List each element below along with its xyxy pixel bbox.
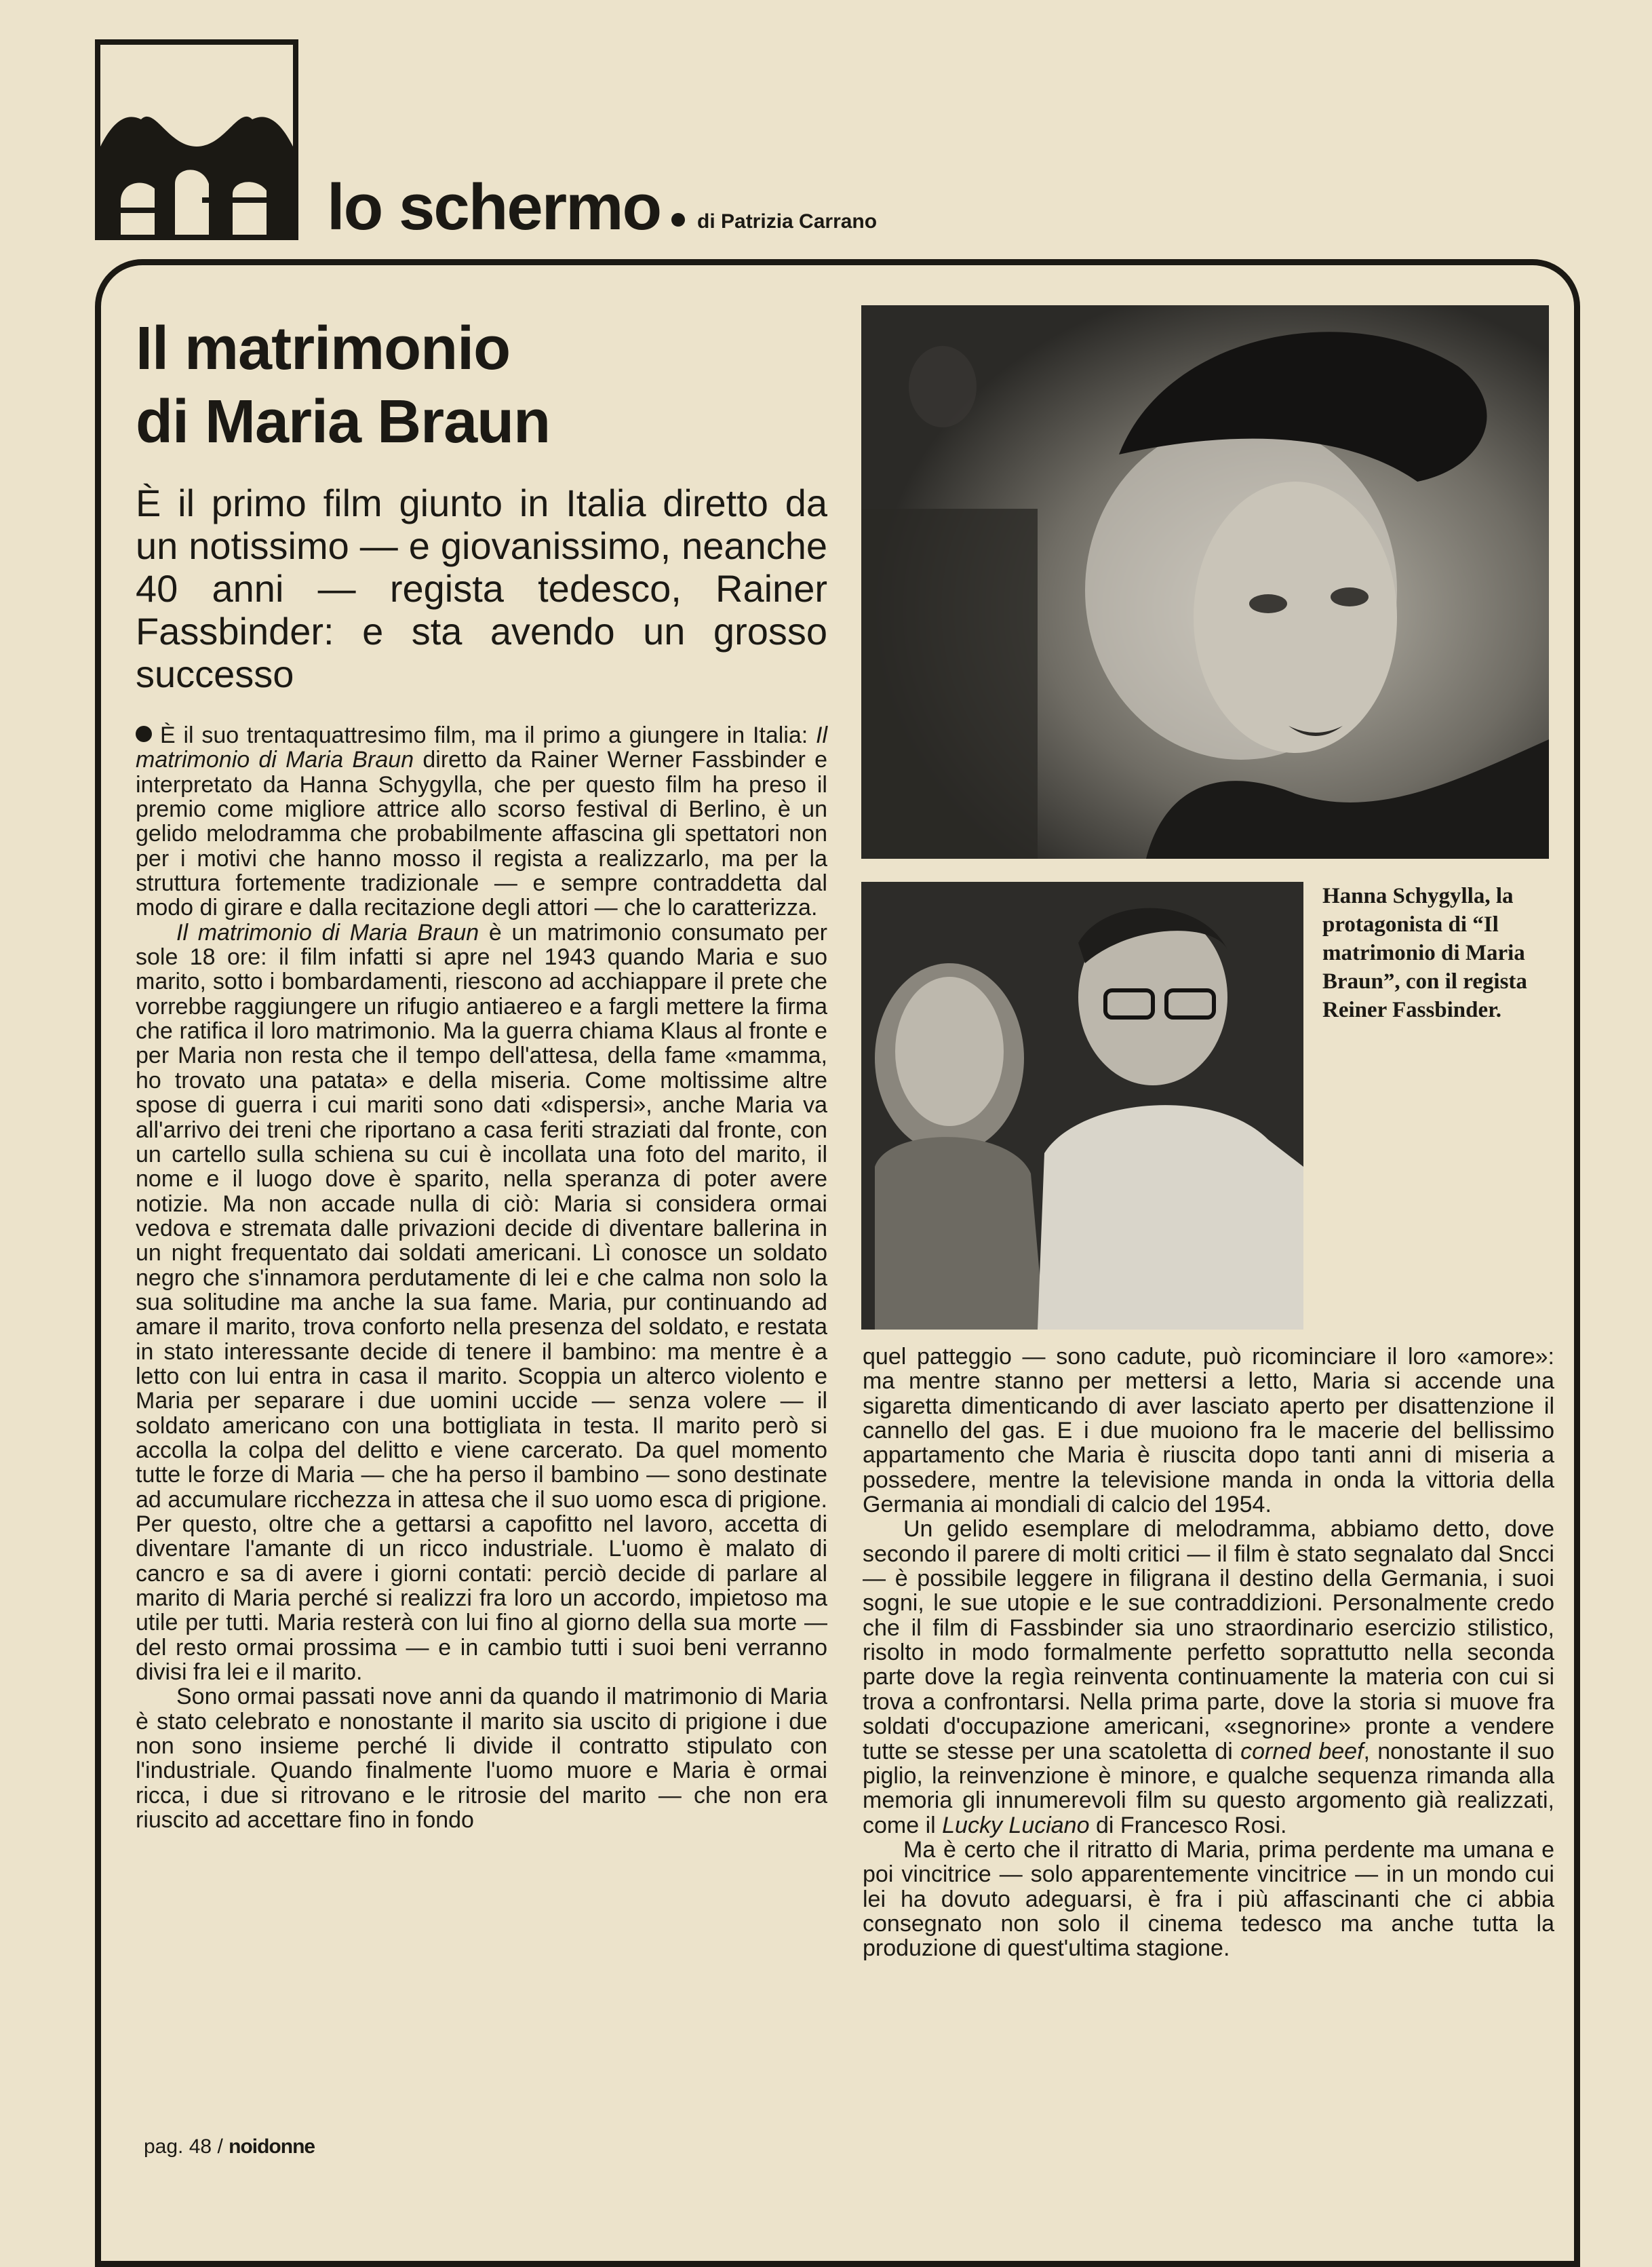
page-number: pag. 48	[144, 2135, 212, 2158]
section-logo	[95, 39, 298, 240]
paragraph: Sono ormai passati nove anni da quando il matrimonio di Maria è stato celebrato e nonostante il marito sia uscito di prigione i due non sono insieme perché li divide il contratto stipulato con l'industriale. Quando finalmente l'uomo muore e Maria è ormai ricca, i due si ritrovano e le ritrosie del marito — che non era riuscito ad accettare fino in fondo	[136, 1684, 827, 1834]
paragraph: Un gelido esemplare di melodramma, abbiamo detto, dove secondo il parere di molti critici — il film è stato segnalato dal Sncci — è possibile leggere in filigrana il destino della Germania, i suoi sogni, le sue utopie e le sue contraddizioni. Personalmente credo che il film di Fassbinder sia uno straordinario esercizio stilistico, risolto in modo formalmente perfetto soprattutto nella seconda parte dove la regìa reinventa continuamente la materia con cui si trova a confrontarsi. Nella prima parte, dove la storia si muove fra soldati d'occupazione americani, «segnorine» pronte a vendere tutte se stesse per una scatoletta di corned beef, nonostante il suo piglio, la reinvenzione è minore, e qualche sequenza rimanda alla memoria gli innumerevoli film su questo argomento già realizzati, come il Lucky Luciano di Francesco Rosi.	[863, 1516, 1554, 1838]
body-column-right	[863, 1344, 1554, 1961]
scene-photo-icon	[861, 882, 1303, 1330]
bullet-icon	[671, 213, 685, 227]
byline	[671, 212, 877, 232]
magazine-name: noidonne	[229, 2135, 315, 2158]
film-reel-logo-icon	[100, 45, 293, 235]
body-column-left	[136, 723, 827, 1832]
photo-caption: Hanna Schygylla, la protagonista di “Il matrimonio di Maria Braun”, con il regista Reiner Fassbinder.	[1322, 884, 1527, 1022]
headline-line: di Maria Braun	[136, 388, 551, 456]
section-title: lo schermo	[327, 171, 661, 244]
photo-hanna-schygylla	[861, 305, 1549, 859]
headline-line: Il matrimonio	[136, 315, 511, 383]
photo-fassbinder	[861, 882, 1303, 1330]
footer-separator: /	[217, 2135, 223, 2158]
page-footer	[144, 2137, 315, 2157]
paragraph: Ma è certo che il ritratto di Maria, prima perdente ma umana e poi vincitrice — solo apparentemente vincitrice — in un mondo cui lei ha dovuto adeguarsi, è fra i più affascinanti che ci abbia consegnato non solo il cinema tedesco ma anche tutta la produzione di quest'ultima stagione.	[863, 1836, 1554, 1962]
paragraph: Il matrimonio di Maria Braun è un matrimonio consumato per sole 18 ore: il film infatti si apre nel 1943 quando Maria e suo marito, sotto i bombardamenti, riescono ad acchiappare il prete che vorrebbe raggiungere un rifugio antiaereo e a fargli mettere la firma che ratifica il loro matrimonio. Ma la guerra chiama Klaus al fronte e per Maria non resta che il tempo dell'attesa, della fame «mamma, ho trovato una patata» e della miseria. Come moltissime altre spose di guerra i cui mariti sono dati «dispersi», anche Maria va all'arrivo dei treni che riportano a casa feriti straziati dal fronte, con un cartello sulla schiena su cui è incollata una foto del marito, il nome e il luogo dove è sparito, nella speranza di poter avere notizie. Ma non accade nulla di ciò: Maria si considera ormai vedova e stremata dalle privazioni decide di diventare ballerina in un night frequentato dai soldati americani. Lì conosce un soldato negro che s'innamora perdutamente di lei e che calma non solo la sua solitudine ma anche la sua fame. Maria, pur continuando ad amare il marito, trova conforto nella presenza del soldato, e restata in stato interessante decide di tenere il bambino: ma mentre è a letto con lui entra in casa il marito. Scoppia un alterco violento e Maria per separare i due uomini uccide — senza volere — il soldato americano con una bottigliata in testa. Il marito però si accolla la colpa del delitto e viene carcerato. Da quel momento tutte le forze di Maria — che ha perso il bambino — sono destinate ad accumulare ricchezza in attesa che il suo uomo esca di prigione. Per questo, oltre che a gettarsi a capofitto nel lavoro, accetta di diventare l'amante di un ricco industriale. L'uomo è malato di cancro e sa di avere i giorni contati: perciò decide di parlare al marito di Maria perché si realizzi fra loro un accordo, impietoso ma utile per tutti. Maria resterà con lui fino al giorno della sua morte — del resto ormai prossima — e in cambio tutti i suoi beni verranno divisi fra lei e il marito.	[136, 919, 828, 1686]
paragraph: È il suo trentaquattresimo film, ma il primo a giungere in Italia: Il matrimonio di Maria Braun diretto da Rainer Werner Fassbinder e interpretato da Hanna Schygylla, che per questo film ha preso il premio come migliore attrice allo scorso festival di Berlino, è un gelido melodramma che probabilmente affascina gli spettatori non per i motivi che hanno mosso il regista a realizzarlo, ma per la struttura fortemente tradizionale — e sempre contraddetta dal modo di girare e dalla recitazione degli attori — che lo caratterizza.	[136, 722, 827, 921]
byline-text: di Patrizia Carrano	[697, 210, 878, 233]
paragraph: quel patteggio — sono cadute, può ricominciare il loro «amore»: ma mentre stanno per mettersi a letto, Maria si accende una sigaretta dimenticando di aver lasciato aperto per disattenzione il cannello del gas. E i due muoiono fra le macerie del bellissimo appartamento che Maria è riuscita dopo tanti anni di miseria a possedere, mentre la televisione manda in onda la vittoria della Germania ai mondiali di calcio del 1954.	[863, 1344, 1554, 1518]
article-deck: È il primo film giunto in Italia diretto da un notissimo — e giovanissimo, neanche 40 anni — regista tedesco, Rainer Fassbinder: e sta avendo un grosso successo	[136, 482, 827, 695]
portrait-photo-icon	[861, 305, 1549, 859]
article-headline	[136, 312, 841, 459]
bullet-icon	[136, 726, 152, 742]
